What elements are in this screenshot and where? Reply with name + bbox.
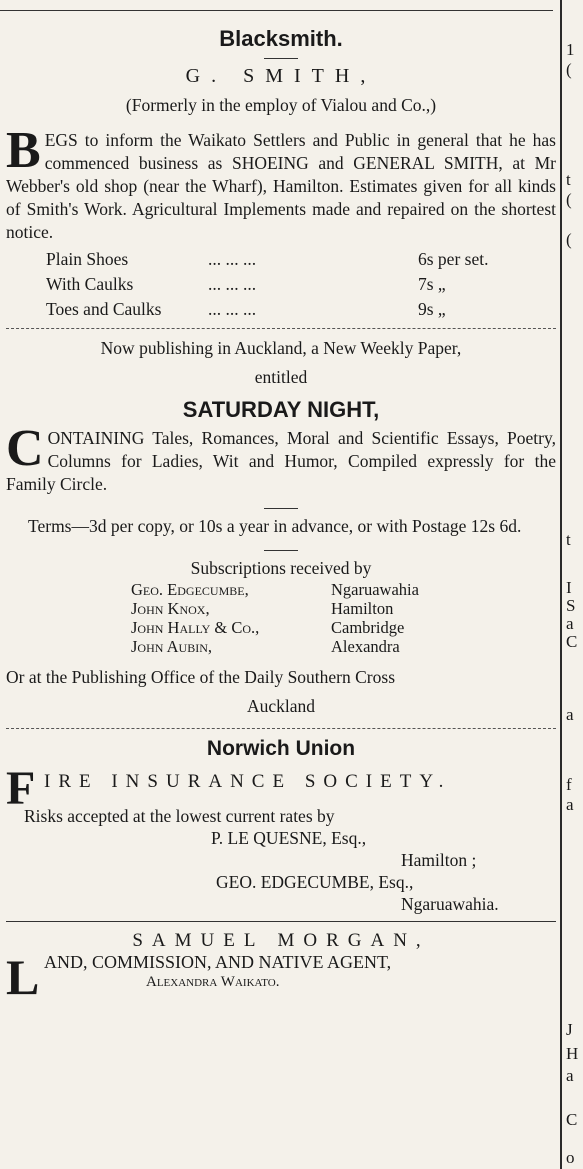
fragment-char: I [566,578,572,597]
office-line: Or at the Publishing Office of the Daily Southern Cross [6,667,395,687]
agent-name-heading: SAMUEL MORGAN, [132,930,430,951]
short-rule [264,550,298,551]
column-rule [560,0,562,1169]
fragment-char: a [566,1066,574,1085]
body-text: ONTAINING Tales, Romances, Moral and Scientific Essays, Poetry, Columns for Ladies, Wit and Humor, Compiled expressly for the Family Circle. [6,428,556,494]
advertisement-column [6,8,556,1169]
intro-line: Now publishing in Auckland, a New Weekly Paper, [100,338,462,358]
agent-place: Ngaruawahia [331,580,419,599]
drop-cap: L [6,949,40,1005]
price-item: With Caulks [46,274,134,294]
fragment-char: ( [566,190,572,209]
fragment-char: ( [566,60,572,79]
agent-two: GEO. EDGECUMBE, Esq., [216,872,414,892]
agent-place: Alexandra [331,637,400,656]
agent-name: John Hally & Co., [131,618,260,637]
fragment-char: ( [566,230,572,249]
price-list [6,247,556,322]
leader-dots: ... ... ... [208,249,257,269]
agent-one: P. LE QUESNE, Esq., [211,828,367,848]
fragment-char: a [566,614,574,633]
short-rule [264,58,298,59]
agent-line: AND, COMMISSION, AND NATIVE AGENT, [44,952,392,972]
adjacent-column-fragment [564,0,583,1169]
fragment-char: C [566,1110,578,1129]
agent-description [6,949,556,1005]
price-row [6,272,556,297]
agent-place: Cambridge [331,618,405,637]
society-name: IRE INSURANCE SOCIETY. [44,771,452,792]
price-item: Toes and Caulks [46,299,162,319]
samuel-morgan-ad [6,930,556,1005]
agent-place: Hamilton [331,599,394,618]
fragment-char: f [566,775,572,794]
norwich-union-ad [6,737,556,915]
fragment-char: t [566,530,571,549]
ad-category: Blacksmith. [219,26,343,51]
fragment-char: H [566,1044,579,1063]
ad-separator [6,328,556,329]
price-value: 7s „ [418,274,446,294]
short-rule [264,508,298,509]
body-text: EGS to inform the Waikato Settlers and Public in general that he has commenced business as SHOEING and GENERAL SMITH, at Mr Webber's old shop (near the Wharf), Hamilton. Estimates given for all kinds of Smith's Work. Agricultural Implements made and repaired on the shortest notice. [6,130,556,242]
fragment-char: a [566,795,574,814]
fragment-char: J [566,1020,573,1039]
agent-one-place: Hamilton ; [401,850,477,870]
ad-body [6,420,556,496]
price-row [6,297,556,322]
leader-dots: ... ... ... [208,274,257,294]
advertiser-name: G. SMITH, [185,65,377,87]
drop-cap: C [6,420,44,477]
agent-name: Geo. Edgecumbe, [131,580,249,599]
ad-separator [6,728,556,729]
drop-cap: F [6,762,36,815]
fragment-char: 1 [566,40,575,59]
price-value: 6s per set. [418,249,489,269]
saturday-night-ad [6,337,556,718]
ad-separator [6,921,556,922]
ad-body [6,122,556,244]
paper-title: SATURDAY NIGHT, [182,397,380,422]
fragment-char: S [566,596,576,615]
risks-line: Risks accepted at the lowest current rates by [24,806,335,826]
price-row [6,247,556,272]
fragment-char: o [566,1148,575,1167]
agent-row [131,618,431,637]
leader-dots: ... ... ... [208,299,257,319]
office-city: Auckland [246,696,316,716]
agent-row [131,580,431,599]
company-title: Norwich Union [206,737,356,760]
agent-name: John Knox, [131,599,210,618]
agent-name: John Aubin, [131,637,213,656]
agent-row [131,599,431,618]
agent-place: Alexandra Waikato. [146,974,280,990]
price-item: Plain Shoes [46,249,129,269]
fragment-char: t [566,170,571,189]
agent-row [131,637,431,656]
fragment-char: a [566,705,574,724]
subtitle-line [6,762,556,815]
formerly-line: (Formerly in the employ of Vialou and Co.,) [125,95,437,115]
fragment-char: C [566,632,578,651]
entitled-line: entitled [254,367,308,387]
agent-list [131,580,431,656]
price-value: 9s „ [418,299,446,319]
agent-two-place: Ngaruawahia. [401,894,499,914]
subscriptions-heading: Subscriptions received by [190,558,372,578]
blacksmith-ad [6,26,556,322]
terms-text: Terms—3d per copy, or 10s a year in advance, or with Postage 12s 6d. [28,516,522,536]
drop-cap: B [6,122,41,179]
